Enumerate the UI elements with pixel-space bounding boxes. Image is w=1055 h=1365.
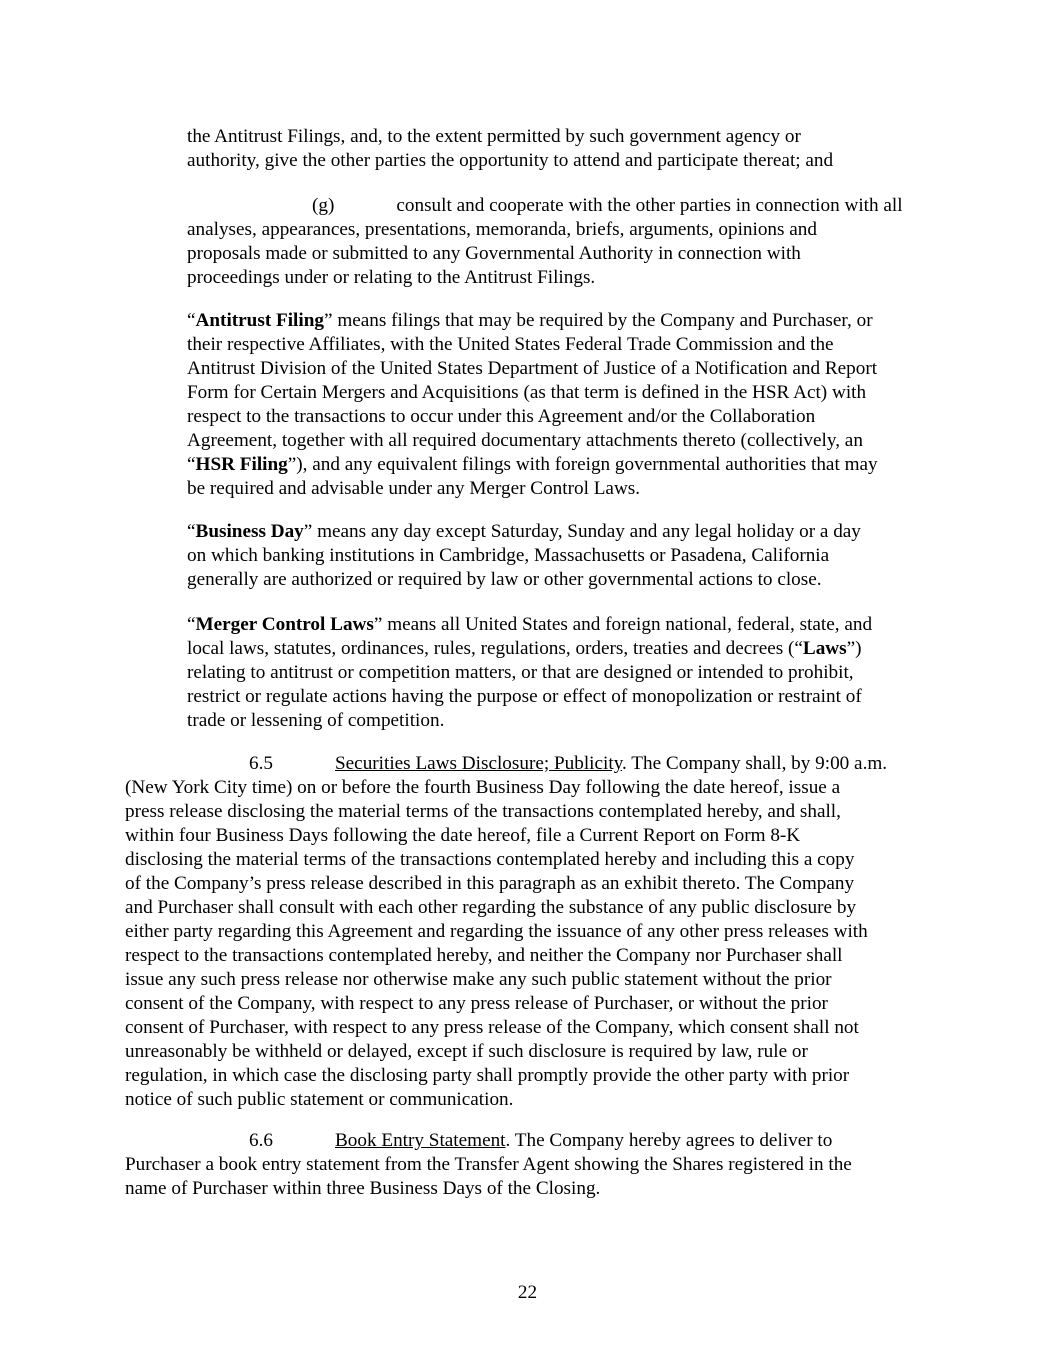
clause-label: (g) (312, 195, 335, 216)
text-line: proposals made or submitted to any Governmental Authority in connection with (187, 243, 801, 264)
text-line: authority, give the other parties the opportunity to attend and participate thereat; and (187, 150, 834, 171)
text-run: ”), and any equivalent filings with foreign governmental authorities that may (287, 454, 878, 475)
text-line: regulation, in which case the disclosing party shall promptly provide the other party with prior (125, 1065, 850, 1086)
text-line: issue any such press release nor otherwise make any such public statement without the prior (125, 969, 832, 990)
text-run: ” means filings that may be required by the Company and Purchaser, or (324, 310, 873, 331)
text-line: consent of Purchaser, with respect to any press release of the Company, which consent shall not (125, 1017, 859, 1038)
definition-first-line (187, 520, 861, 544)
text-run: ” means any day except Saturday, Sunday and any legal holiday or a day (303, 521, 861, 542)
text-line: respect to the transactions contemplated hereby, and neither the Company nor Purchaser shall (125, 945, 843, 966)
definition-merger-control-laws (187, 613, 872, 733)
defined-term: Business Day (195, 521, 304, 542)
definition-first-line (187, 309, 878, 333)
page-number: 22 (517, 1282, 538, 1303)
defined-term: HSR Filing (195, 454, 288, 475)
text-line: (New York City time) on or before the fourth Business Day following the date hereof, issue a (125, 777, 841, 798)
text-line: analyses, appearances, presentations, memoranda, briefs, arguments, opinions and (187, 219, 817, 240)
text-line: be required and advisable under any Merger Control Laws. (187, 478, 641, 499)
definition-laws-line (187, 637, 872, 661)
defined-term: Laws (802, 638, 847, 659)
text-line: proceedings under or relating to the Antitrust Filings. (187, 267, 596, 288)
text-line: Antitrust Division of the United States Department of Justice of a Notification and Report (187, 358, 878, 379)
section-heading-line (125, 752, 887, 776)
defined-term: Merger Control Laws (195, 614, 374, 635)
text-line: name of Purchaser within three Business Days of the Closing. (125, 1178, 601, 1199)
text-run: local laws, statutes, ordinances, rules, regulations, orders, treaties and decrees (“ (187, 638, 803, 659)
section-6-5 (125, 752, 887, 1112)
quote-mark: “ (187, 521, 196, 542)
text-line: on which banking institutions in Cambridge, Massachusetts or Pasadena, California (187, 545, 830, 566)
quote-mark: “ (187, 614, 196, 635)
text-line: press release disclosing the material terms of the transactions contemplated hereby, and shall, (125, 801, 841, 822)
definition-business-day (187, 520, 861, 592)
section-number: 6.5 (249, 753, 273, 774)
defined-term: Antitrust Filing (195, 310, 324, 331)
section-heading: Book Entry Statement (334, 1130, 506, 1151)
quote-mark: “ (187, 454, 196, 475)
text-line: Form for Certain Mergers and Acquisitions (as that term is defined in the HSR Act) with (187, 382, 867, 403)
text-line: the Antitrust Filings, and, to the extent permitted by such government agency or (187, 126, 801, 147)
text-line: and Purchaser shall consult with each other regarding the substance of any public disclosure by (125, 897, 857, 918)
text-run: consult and cooperate with the other parties in connection with all (396, 195, 903, 216)
definition-antitrust-filing (187, 309, 878, 501)
text-line: Agreement, together with all required documentary attachments thereto (collectively, an (187, 430, 863, 451)
section-number: 6.6 (249, 1130, 273, 1151)
text-line: trade or lessening of competition. (187, 710, 445, 731)
text-line: of the Company’s press release described in this paragraph as an exhibit thereto. The Company (125, 873, 855, 894)
section-heading: Securities Laws Disclosure; Publicity (334, 753, 623, 774)
section-heading-line (125, 1129, 852, 1153)
text-run: ”) (846, 638, 862, 659)
definition-first-line (187, 613, 872, 637)
text-run: ” means all United States and foreign national, federal, state, and (373, 614, 873, 635)
section-6-6 (125, 1129, 852, 1201)
clause-g-first-line (187, 194, 903, 218)
text-line: their respective Affiliates, with the United States Federal Trade Commission and the (187, 334, 834, 355)
text-line: disclosing the material terms of the transactions contemplated hereby and including this a copy (125, 849, 855, 870)
clause-g (187, 194, 903, 290)
text-line: restrict or regulate actions having the purpose or effect of monopolization or restraint of (187, 686, 862, 707)
text-line: generally are authorized or required by law or other governmental actions to close. (187, 569, 822, 590)
paragraph-continuation (187, 125, 833, 173)
text-line: consent of the Company, with respect to any press release of Purchaser, or without the prior (125, 993, 828, 1014)
text-line: Purchaser a book entry statement from the Transfer Agent showing the Shares registered in the (125, 1154, 852, 1175)
text-line: notice of such public statement or communication. (125, 1089, 514, 1110)
text-line: within four Business Days following the date hereof, file a Current Report on Form 8-K (125, 825, 801, 846)
text-line: unreasonably be withheld or delayed, except if such disclosure is required by law, rule or (125, 1041, 808, 1062)
text-line: either party regarding this Agreement and regarding the issuance of any other press releases with (125, 921, 868, 942)
text-line: relating to antitrust or competition matters, or that are designed or intended to prohibit, (187, 662, 854, 683)
text-run: . The Company hereby agrees to deliver to (505, 1130, 833, 1151)
definition-hsr-line (187, 453, 878, 477)
text-run: . The Company shall, by 9:00 a.m. (622, 753, 888, 774)
text-line: respect to the transactions to occur under this Agreement and/or the Collaboration (187, 406, 816, 427)
quote-mark: “ (187, 310, 196, 331)
